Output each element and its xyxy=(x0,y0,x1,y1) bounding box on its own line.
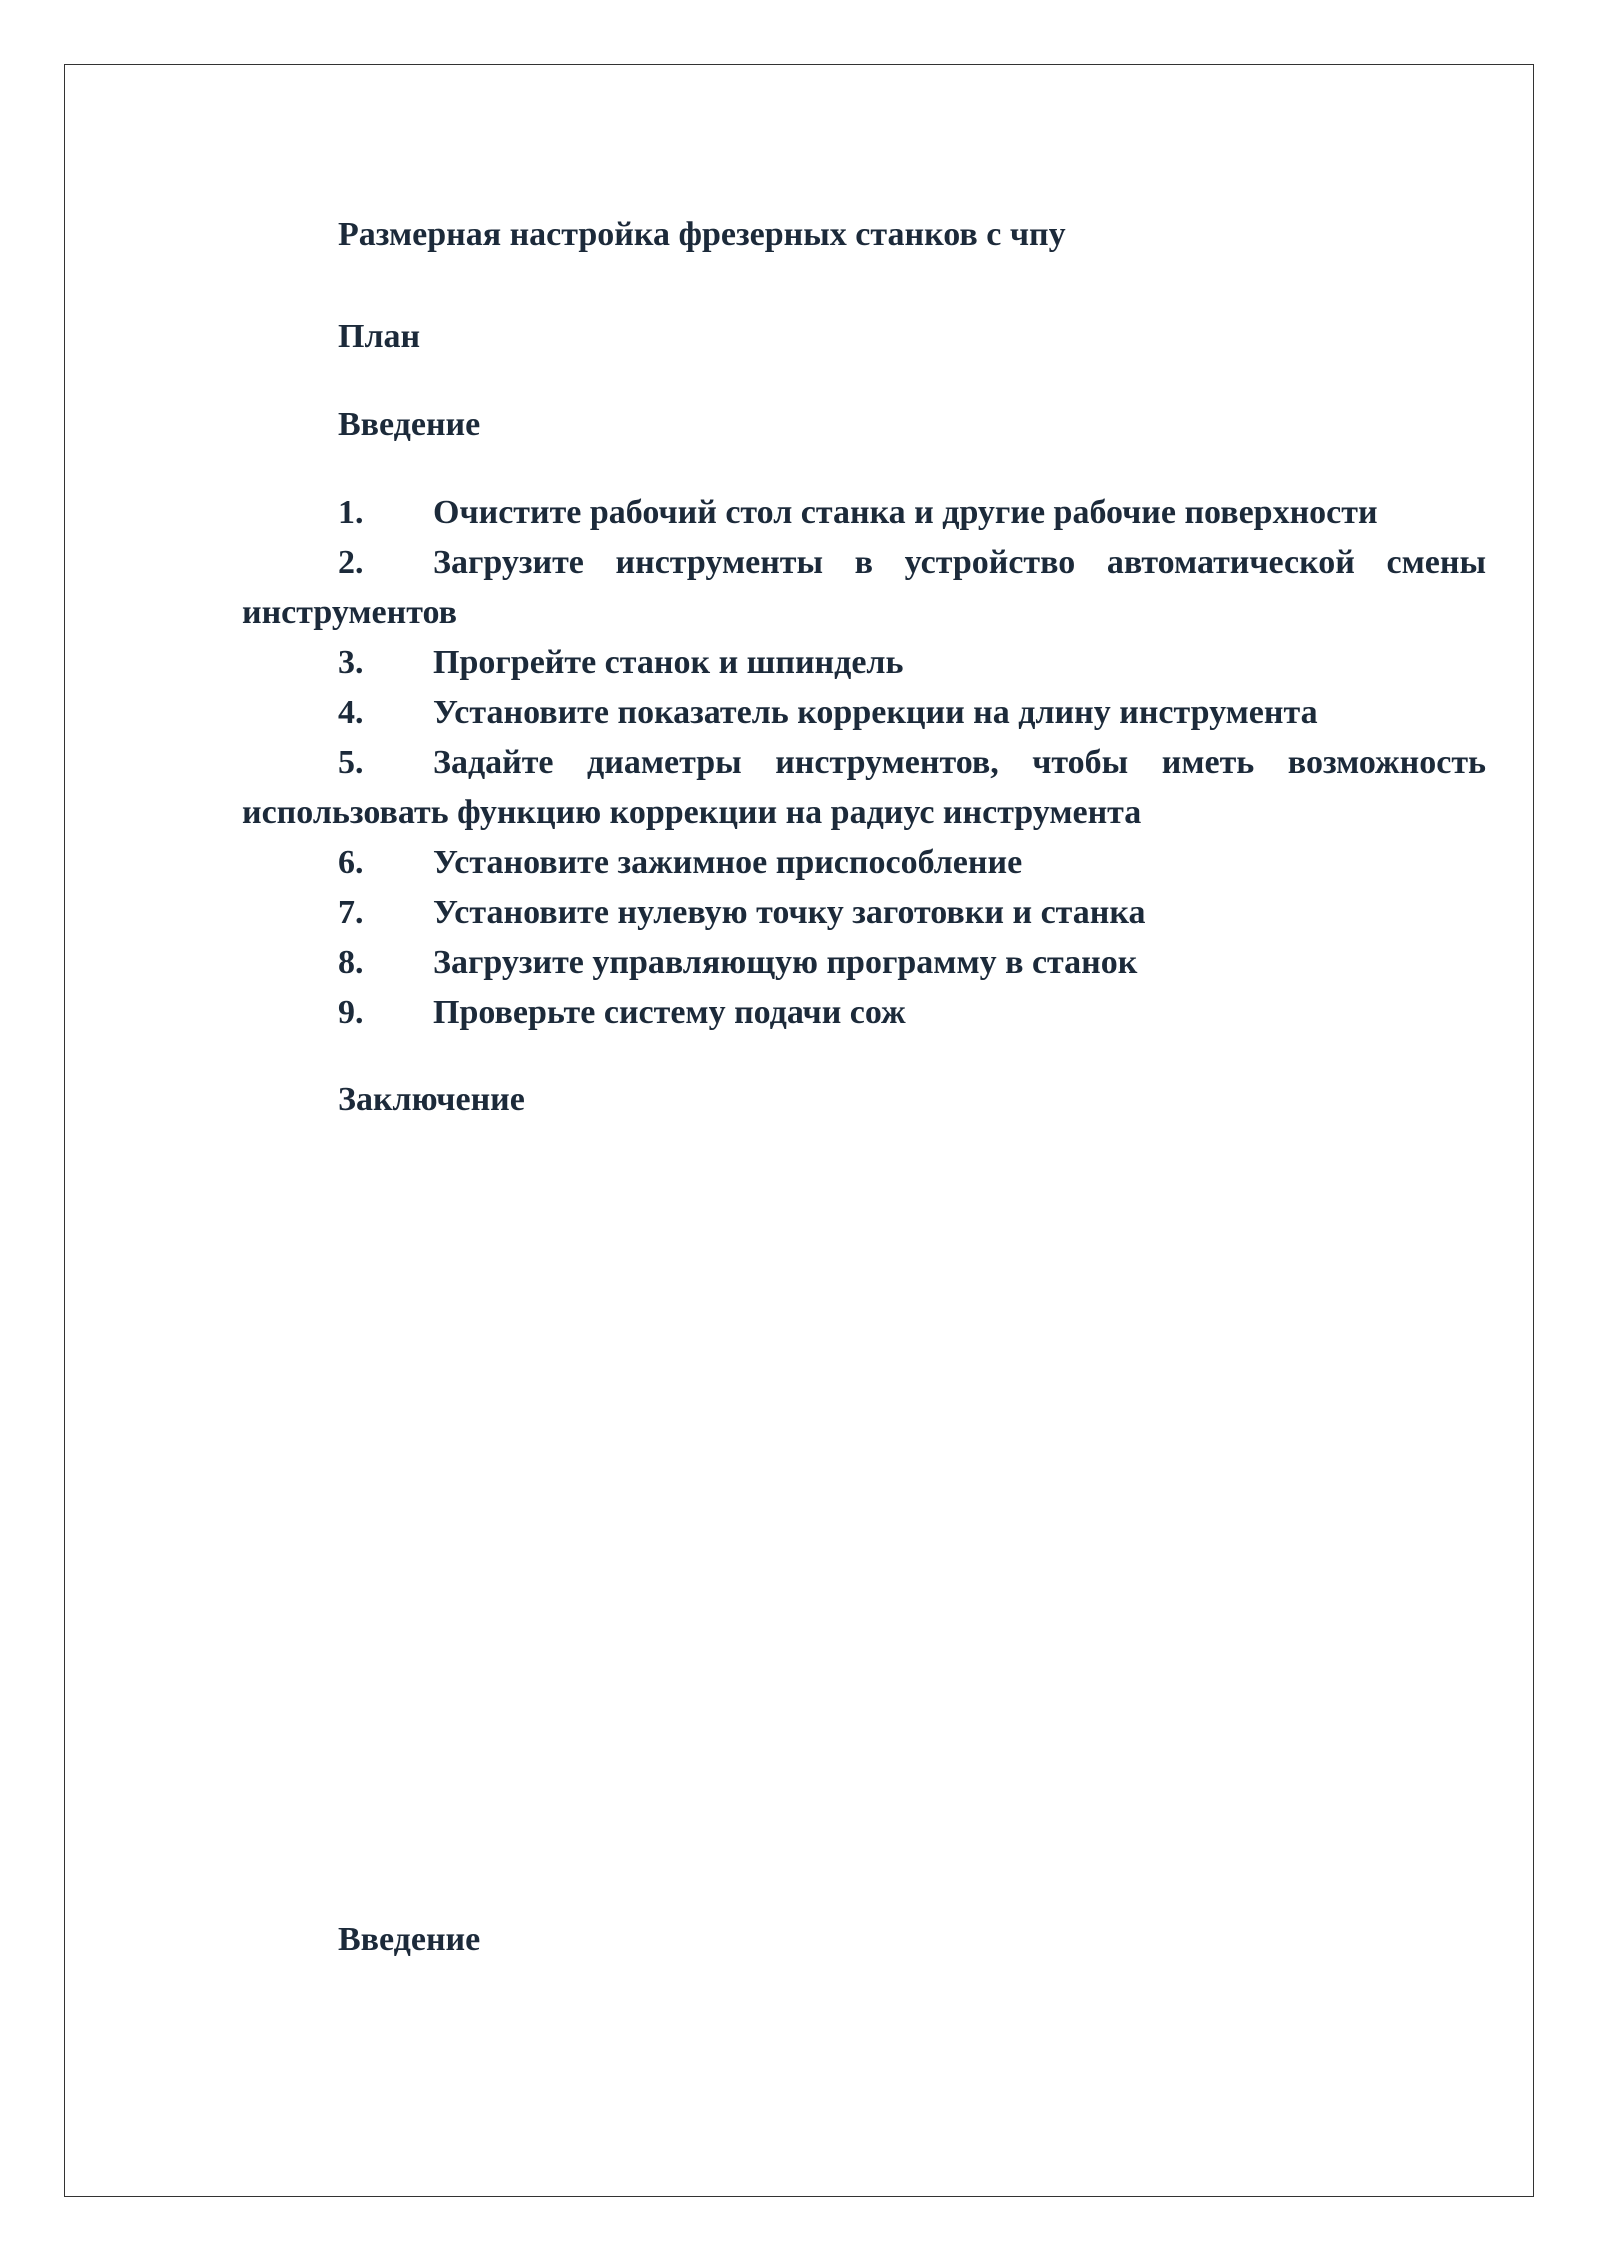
list-item-number: 6. xyxy=(338,844,364,881)
list-item-number: 7. xyxy=(338,894,364,931)
list-item-number: 4. xyxy=(338,694,364,731)
list-item-continuation: инструментов xyxy=(242,594,458,631)
list-item xyxy=(242,538,1486,638)
list-item-number: 5. xyxy=(338,744,364,781)
intro-heading: Введение xyxy=(338,406,481,443)
list-item-number: 3. xyxy=(338,644,364,681)
list-item-text: Установите показатель коррекции на длину инструмента xyxy=(433,694,1318,731)
list-item-number: 9. xyxy=(338,994,364,1031)
list-item xyxy=(242,738,1486,838)
list-item xyxy=(242,888,1486,938)
list-item-continuation: использовать функцию коррекции на радиус инструмента xyxy=(242,794,1142,831)
list-item xyxy=(242,488,1486,538)
list-item-text: Проверьте систему подачи сож xyxy=(433,994,906,1031)
list-item xyxy=(242,938,1486,988)
list-item xyxy=(242,838,1486,888)
page-border xyxy=(64,64,1534,2197)
list-item xyxy=(242,988,1486,1038)
intro-section-heading: Введение xyxy=(338,1921,481,1958)
list-item xyxy=(242,638,1486,688)
list-item-text: Загрузите инструменты в устройство автоматической смены xyxy=(433,544,1486,581)
list-item-text: Прогрейте станок и шпиндель xyxy=(433,644,904,681)
document-title: Размерная настройка фрезерных станков с чпу xyxy=(338,216,1066,253)
list-item-number: 2. xyxy=(338,544,364,581)
list-item-text: Очистите рабочий стол станка и другие рабочие поверхности xyxy=(433,494,1378,531)
list-item-text: Задайте диаметры инструментов, чтобы иметь возможность xyxy=(433,744,1486,781)
conclusion-heading: Заключение xyxy=(338,1081,525,1118)
list-item-text: Установите зажимное приспособление xyxy=(433,844,1023,881)
list-item-number: 1. xyxy=(338,494,364,531)
plan-heading: План xyxy=(338,318,421,355)
list-item xyxy=(242,688,1486,738)
list-item-number: 8. xyxy=(338,944,364,981)
list-item-text: Загрузите управляющую программу в станок xyxy=(433,944,1138,981)
list-item-text: Установите нулевую точку заготовки и станка xyxy=(433,894,1146,931)
